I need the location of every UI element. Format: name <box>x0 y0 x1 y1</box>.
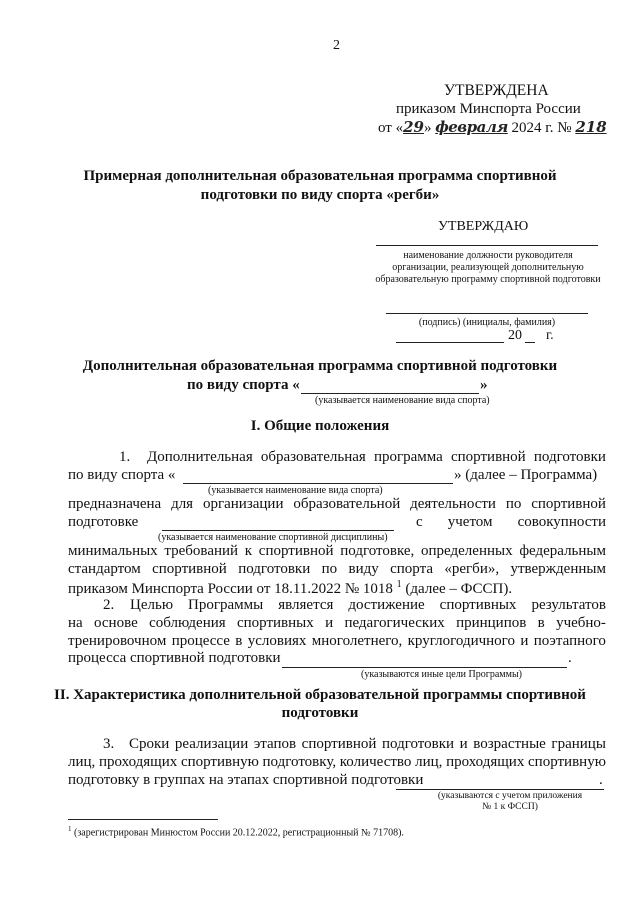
word: является <box>278 597 334 613</box>
page-number: 2 <box>333 38 340 53</box>
p3-number: 3. <box>103 736 115 752</box>
word: многолетнего, <box>311 633 403 649</box>
p3-caption-2: № 1 к ФССП) <box>482 802 538 812</box>
date-line <box>396 342 504 343</box>
word: предназначена <box>68 496 162 512</box>
word: педагогических <box>344 615 445 631</box>
p1-line4-prefix: подготовке <box>68 514 139 530</box>
word: спортивной <box>152 561 227 577</box>
word: Программы <box>188 597 264 613</box>
word: спортивных <box>236 615 314 631</box>
position-caption-3: образовательную программу спортивной подготовки <box>375 274 601 285</box>
word: и <box>459 736 468 752</box>
section2-title-line1: II. Характеристика дополнительной образовательной программы спортивной <box>54 687 586 703</box>
word: организации <box>202 496 284 512</box>
word: поэтапного <box>533 633 606 649</box>
p3-groups-blank <box>396 789 604 790</box>
position-caption-1: наименование должности руководителя <box>403 250 573 261</box>
word: программа <box>373 449 443 465</box>
p1-line6 <box>68 561 606 578</box>
word: «регби», <box>444 561 500 577</box>
word: учетом <box>447 514 493 530</box>
date-year: 2024 г. № <box>507 120 576 136</box>
word: Целью <box>130 597 174 613</box>
word: виду <box>348 561 379 577</box>
footnote-separator <box>68 819 218 820</box>
word: подготовку, <box>262 754 337 770</box>
word: спортивной <box>451 449 526 465</box>
p1-line2-prefix: по виду спорта « <box>68 467 176 483</box>
p2-line3 <box>68 633 606 650</box>
word: подготовки <box>533 449 606 465</box>
word: спорта <box>390 561 434 577</box>
program-title-line2-prefix: по виду спорта « <box>187 377 300 393</box>
signature-caption: (подпись) (инициалы, фамилия) <box>418 317 556 328</box>
word: определенных <box>421 543 513 559</box>
word: спортивную <box>528 754 606 770</box>
word: образовательная <box>260 449 366 465</box>
word: проходящих <box>98 754 178 770</box>
word: реализации <box>174 736 249 752</box>
word: учебно- <box>556 615 606 631</box>
p1-line1 <box>147 449 606 466</box>
word: основе <box>94 615 138 631</box>
program-sport-caption: (указывается наименование вида спорта) <box>315 395 490 406</box>
p2-line1 <box>130 597 606 614</box>
word: требований <box>164 543 239 559</box>
approval-title: УТВЕРЖДЕНА <box>444 82 549 99</box>
p2-line4-prefix: процесса спортивной подготовки <box>68 650 281 666</box>
approval-order: приказом Минспорта России <box>396 101 581 117</box>
word: совокупности <box>517 514 606 530</box>
word: стандартом <box>68 561 141 577</box>
p3-line3-prefix: подготовку в группах на этапах спортивной подготовки <box>68 772 424 788</box>
word: количество <box>339 754 412 770</box>
position-line <box>376 245 598 246</box>
word: лиц, <box>415 754 443 770</box>
word: лиц, <box>68 754 96 770</box>
p1-number: 1. <box>119 449 131 465</box>
doc-title-line1: Примерная дополнительная образовательная программа спортивной <box>83 168 557 184</box>
doc-title-line2: подготовки по виду спорта «регби» <box>200 187 440 203</box>
word: подготовки <box>381 736 455 752</box>
word: спортивную <box>180 754 259 770</box>
position-caption-2: организации, реализующей дополнительную <box>392 262 584 273</box>
word: Дополнительная <box>147 449 253 465</box>
word: достижение <box>348 597 425 613</box>
date-year-blank <box>525 342 535 343</box>
p1-discipline-blank <box>162 530 394 531</box>
p1-line3 <box>68 496 606 513</box>
p3-caption-1: (указываются с учетом приложения <box>437 791 583 801</box>
p1-line5 <box>68 543 606 560</box>
p3-line3-suffix: . <box>599 772 603 788</box>
word: в <box>537 615 545 631</box>
word: возрастные <box>473 736 546 752</box>
word: спортивной <box>301 736 377 752</box>
word: с <box>416 514 423 530</box>
p2-number: 2. <box>103 597 115 613</box>
program-title-line1: Дополнительная образовательная программа спортивной подготовки <box>82 358 558 374</box>
word: проходящих <box>446 754 525 770</box>
p3-line2 <box>68 754 606 771</box>
approve-title: УТВЕРЖДАЮ <box>438 219 529 234</box>
section1-title: I. Общие положения <box>250 418 390 434</box>
word: спортивной <box>531 496 606 512</box>
p2-line2 <box>68 615 606 632</box>
word: федеральным <box>519 543 606 559</box>
p2-line4-suffix: . <box>568 650 572 666</box>
footnote-number: 1 <box>68 825 72 833</box>
word: Сроки <box>129 736 170 752</box>
word: утвержденным <box>510 561 606 577</box>
word: и <box>325 615 334 631</box>
date-year-g: г. <box>546 328 554 343</box>
handwritten-number: 218 <box>575 118 607 136</box>
word: границы <box>551 736 606 752</box>
handwritten-month: февраля <box>435 118 508 136</box>
date-prefix: от « <box>378 120 404 136</box>
word: для <box>171 496 194 512</box>
word: результатов <box>531 597 606 613</box>
footnote <box>68 825 404 838</box>
p1-sport-caption: (указывается наименование вида спорта) <box>208 485 383 496</box>
word: и <box>520 633 529 649</box>
word: по <box>321 561 338 577</box>
footnote-ref: 1 <box>396 579 402 590</box>
word: образовательной <box>293 496 401 512</box>
p3-line1 <box>129 736 606 753</box>
p1-discipline-caption: (указывается наименование спортивной дисциплины) <box>158 532 388 543</box>
word: подготовке, <box>340 543 415 559</box>
date-year-20: 20 <box>508 328 522 343</box>
signature-line <box>386 313 588 314</box>
word: тренировочном <box>68 633 167 649</box>
p1-line7-text: приказом Минспорта России от 18.11.2022 № 1018 <box>68 581 393 597</box>
word: к <box>244 543 253 559</box>
word: круглогодичного <box>407 633 515 649</box>
date-mid: » <box>423 120 436 136</box>
handwritten-day: 29 <box>403 118 424 136</box>
p2-goals-caption: (указываются иные цели Программы) <box>361 669 523 680</box>
word: подготовки <box>238 561 311 577</box>
p1-line7 <box>68 579 512 598</box>
p1-sport-blank <box>183 483 453 484</box>
p1-line4-words <box>416 514 606 531</box>
p2-goals-blank <box>282 667 567 668</box>
approval-date <box>378 118 607 137</box>
footnote-text: (зарегистрирован Минюстом России 20.12.2022, регистрационный № 71708). <box>71 827 404 839</box>
word: спортивных <box>439 597 517 613</box>
word: деятельности <box>410 496 496 512</box>
program-sport-blank <box>301 393 479 394</box>
word: принципов <box>456 615 527 631</box>
word: спортивной <box>258 543 334 559</box>
word: этапов <box>253 736 297 752</box>
p1-line7-suffix: (далее – ФССП). <box>401 581 513 597</box>
word: условиях <box>247 633 307 649</box>
word: минимальных <box>68 543 158 559</box>
word: в <box>235 633 243 649</box>
word: по <box>505 496 522 512</box>
word: на <box>68 615 83 631</box>
section2-title-line2: подготовки <box>281 705 359 721</box>
word: процессе <box>171 633 230 649</box>
word: соблюдения <box>149 615 226 631</box>
p1-line2-suffix: » (далее – Программа) <box>454 467 598 483</box>
program-title-line2-suffix: » <box>480 377 488 393</box>
